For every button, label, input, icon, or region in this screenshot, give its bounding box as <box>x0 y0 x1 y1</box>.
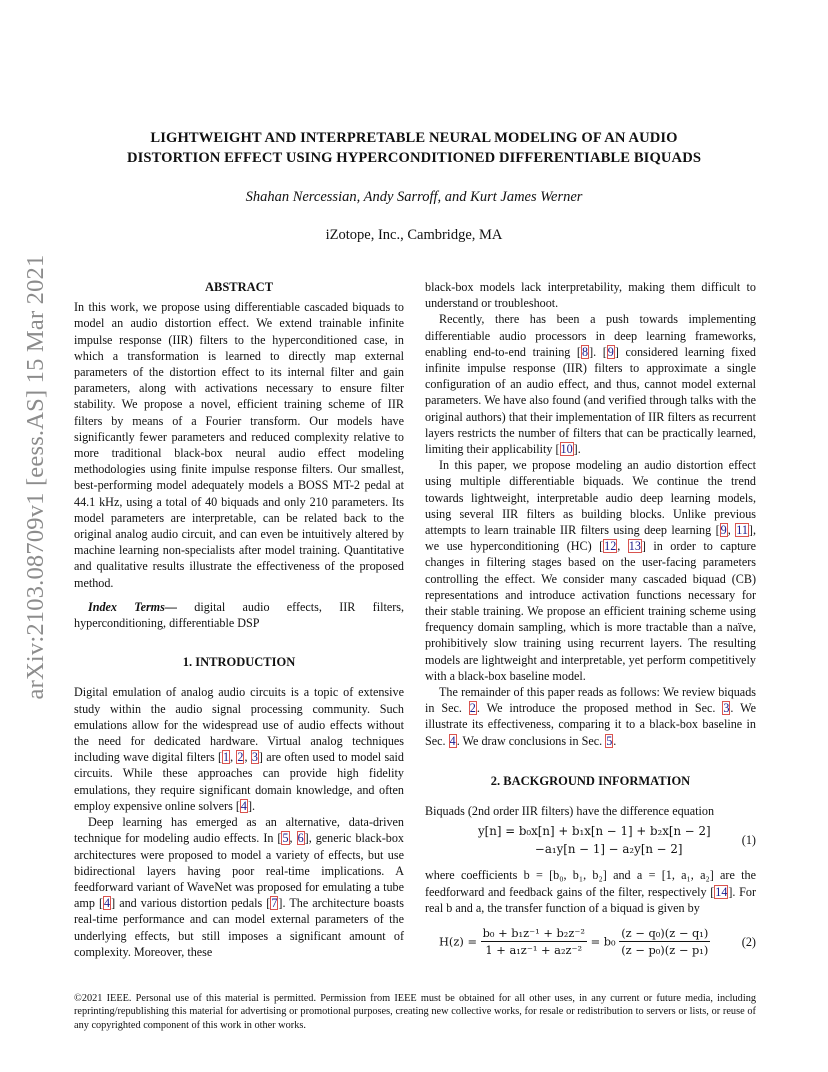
citation-link[interactable]: 2 <box>237 750 244 765</box>
equation-2-fraction-2: $\frac{\text{(z − q₀)(z − q₁)}}{\text{(z − p₀)(z − p₁)}}$ <box>621 925 709 958</box>
arxiv-identifier: arXiv:2103.08709v1 [eess.AS] 15 Mar 2021 <box>22 254 49 700</box>
background-paragraph-1: Biquads (2nd order IIR filters) have the difference equation <box>425 804 715 819</box>
copyright-notice: ©2021 IEEE. Personal use of this material is permitted. Permission from IEEE must be obtained for all other uses, in any current or future media, including reprinting/republishing this material for advertising or promotional purposes, creating new collective works, for resale or redistribution to servers or lists, or reuse of any copyrighted component of this work in other works. <box>74 993 756 1031</box>
index-terms-text: digital audio effects, IIR filters, hyperconditioning, differentiable DSP <box>74 599 405 631</box>
intro-paragraph-5: In this paper, we propose modeling an audio distortion effect using multiple differentiable biquads. We continue the trend towards lightweight, interpretable audio deep learning models, using several IIR filters as building blocks. Unlike previous attempts to learn trainable IIR filters using deep learning [9, 11], we use hyperconditioning (HC) [12, 13] in order to capture changes in filtering stages based on the user-facing parameters controlling the effect. We consider many cascaded biquad (CB) representations and introduce activation functions necessary for their stable training. We propose an efficient training scheme using frequency domain sampling, which is more tractable than a naïve, prohibitively slow training using recurrent layers. The resulting models are lightweight and interpretable, yet perform competitively with a black-box baseline model. <box>425 458 756 683</box>
index-terms-label: Index Terms— <box>88 599 177 614</box>
affiliation: iZotope, Inc., Cambridge, MA <box>325 227 503 243</box>
arxiv-sidebar <box>10 254 62 700</box>
equation-2-fraction-1: $\frac{\text{b₀ + b₁z⁻¹ + b₂z⁻²}}{\text{1 + a₁z⁻¹ + a₂z⁻²}}$ <box>482 925 585 958</box>
citation-link[interactable]: 3 <box>251 750 258 765</box>
citation-link[interactable]: 9 <box>720 523 727 538</box>
citation-link[interactable]: 5 <box>282 831 289 846</box>
author-list: Shahan Nercessian, Andy Sarroff, and Kurt James Werner <box>245 189 583 205</box>
abstract-heading: ABSTRACT <box>204 280 274 294</box>
citation-link[interactable]: 7 <box>271 896 278 911</box>
equation-2-lhs: H(z) = <box>439 934 477 949</box>
citation-link[interactable]: 6 <box>297 831 304 846</box>
section-link[interactable]: 3 <box>723 701 730 716</box>
citation-link[interactable]: 1 <box>223 750 230 765</box>
section-link[interactable]: 4 <box>449 733 456 748</box>
citation-link[interactable]: 11 <box>736 523 748 538</box>
intro-heading: 1. INTRODUCTION <box>182 655 296 670</box>
abstract-text: In this work, we propose using differentiable cascaded biquads to model an audio distortion effect. We extend trainable infinite impulse response (IIR) filters to the hyperconditioned case, in which a transformation is learned to directly map external parameters of the distortion effect to its internal filter and gain parameters, along with activations necessary to ensure filter stability. We propose a novel, efficient training scheme of IIR filters by means of a Fourier transform. Our models have significantly fewer parameters and reduced complexity relative to more traditional black-box neural audio effect modeling methodologies using finite impulse response filters. Our smallest, best-performing model adequately models a BOSS MT-2 pedal at 44.1 kHz, using a total of 40 biquads and only 210 parameters. Its model parameters are interpretable, can be related back to the original analog audio circuit, and can even be intuitively altered by machine learning non-specialists after model training. Quantitative and qualitative results illustrate the effectiveness of the proposed method. <box>74 300 404 590</box>
background-heading: 2. BACKGROUND INFORMATION <box>490 773 691 788</box>
intro-paragraph-6: The remainder of this paper reads as follows: We review biquads in Sec. 2. We introduce the proposed method in Sec. 3. We illustrate its effectiveness, comparing it to a black-box baseline in Sec. 4. We draw conclusions in Sec. 5. <box>425 685 756 748</box>
right-column <box>425 279 756 962</box>
citation-link[interactable]: 8 <box>581 344 589 359</box>
equation-1 <box>425 823 756 861</box>
citation-link[interactable]: 4 <box>104 896 111 911</box>
intro-paragraph-4: Recently, there has been a push towards implementing differentiable audio processors in deep learning frameworks, enabling end-to-end training [8]. [9] considered learning fixed infinite impulse response (IIR) filters to approximate a single configuration of an audio effect, and thus, cannot model external parameters. We have also found (and verified through talks with the original authors) that their implementation of IIR filters as recurrent layers restricts the number of filters that can be practically learned, limiting their applicability [10]. <box>425 312 756 457</box>
intro-paragraph-1: Digital emulation of analog audio circuits is a topic of extensive study within the audio signal processing community. Such emulations allow for the widespread use of audio effects without the need for dedicated hardware. Virtual analog techniques including wave digital filters [1, 2, 3] are often used to model said circuits. While these approaches can provide high fidelity emulations, they require significant domain knowledge, and often employ expensive online solvers [4]. <box>74 685 405 813</box>
section-link[interactable]: 5 <box>606 733 613 748</box>
citation-link[interactable]: 13 <box>628 539 641 554</box>
paper-title <box>70 128 758 168</box>
citation-link[interactable]: 10 <box>560 442 573 457</box>
background-paragraph-2: where coefficients b = [b₀, b₁, b₂] and a = [1, a₁, a₂] are the feedforward and feedback gains of the filter, respectively [14]. For real b and a, the transfer function of a biquad is given by <box>425 868 756 915</box>
citation-link[interactable]: 14 <box>715 884 728 899</box>
citation-link[interactable]: 9 <box>607 344 614 359</box>
citation-link[interactable]: 4 <box>240 798 247 813</box>
title-line-1: LIGHTWEIGHT AND INTERPRETABLE NEURAL MODELING OF AN AUDIO <box>150 130 678 146</box>
title-line-2: DISTORTION EFFECT USING HYPERCONDITIONED DIFFERENTIABLE BIQUADS <box>126 150 702 166</box>
section-link[interactable]: 2 <box>469 701 476 716</box>
equation-2 <box>425 922 756 962</box>
intro-paragraph-3: black-box models lack interpretability, making them difficult to understand or troubleshoot. <box>425 280 756 311</box>
left-column <box>74 279 404 960</box>
equation-1-number: (1) <box>741 833 756 848</box>
equation-1-line-1: y[n] = b₀x[n] + b₁x[n − 1] + b₂x[n − 2] <box>478 824 711 839</box>
equation-2-mid: = b₀ <box>590 934 616 949</box>
equation-1-line-2: −a₁y[n − 1] − a₂y[n − 2] <box>535 842 683 857</box>
index-terms <box>74 599 404 631</box>
citation-link[interactable]: 12 <box>604 539 617 554</box>
equation-2-number: (2) <box>741 934 756 949</box>
intro-paragraph-2: Deep learning has emerged as an alternative, data-driven technique for modeling audio effects. In [5, 6], generic black-box architectures were proposed to model a variety of effects, but use bidirectional layers having poor real-time implications. A feedforward variant of WaveNet was proposed for emulating a tube amp [4] and various distortion pedals [7]. The architecture boasts real-time performance and can model external parameters of the underlying effects, but still imposes a significant amount of complexity. Moreover, these <box>74 815 404 959</box>
